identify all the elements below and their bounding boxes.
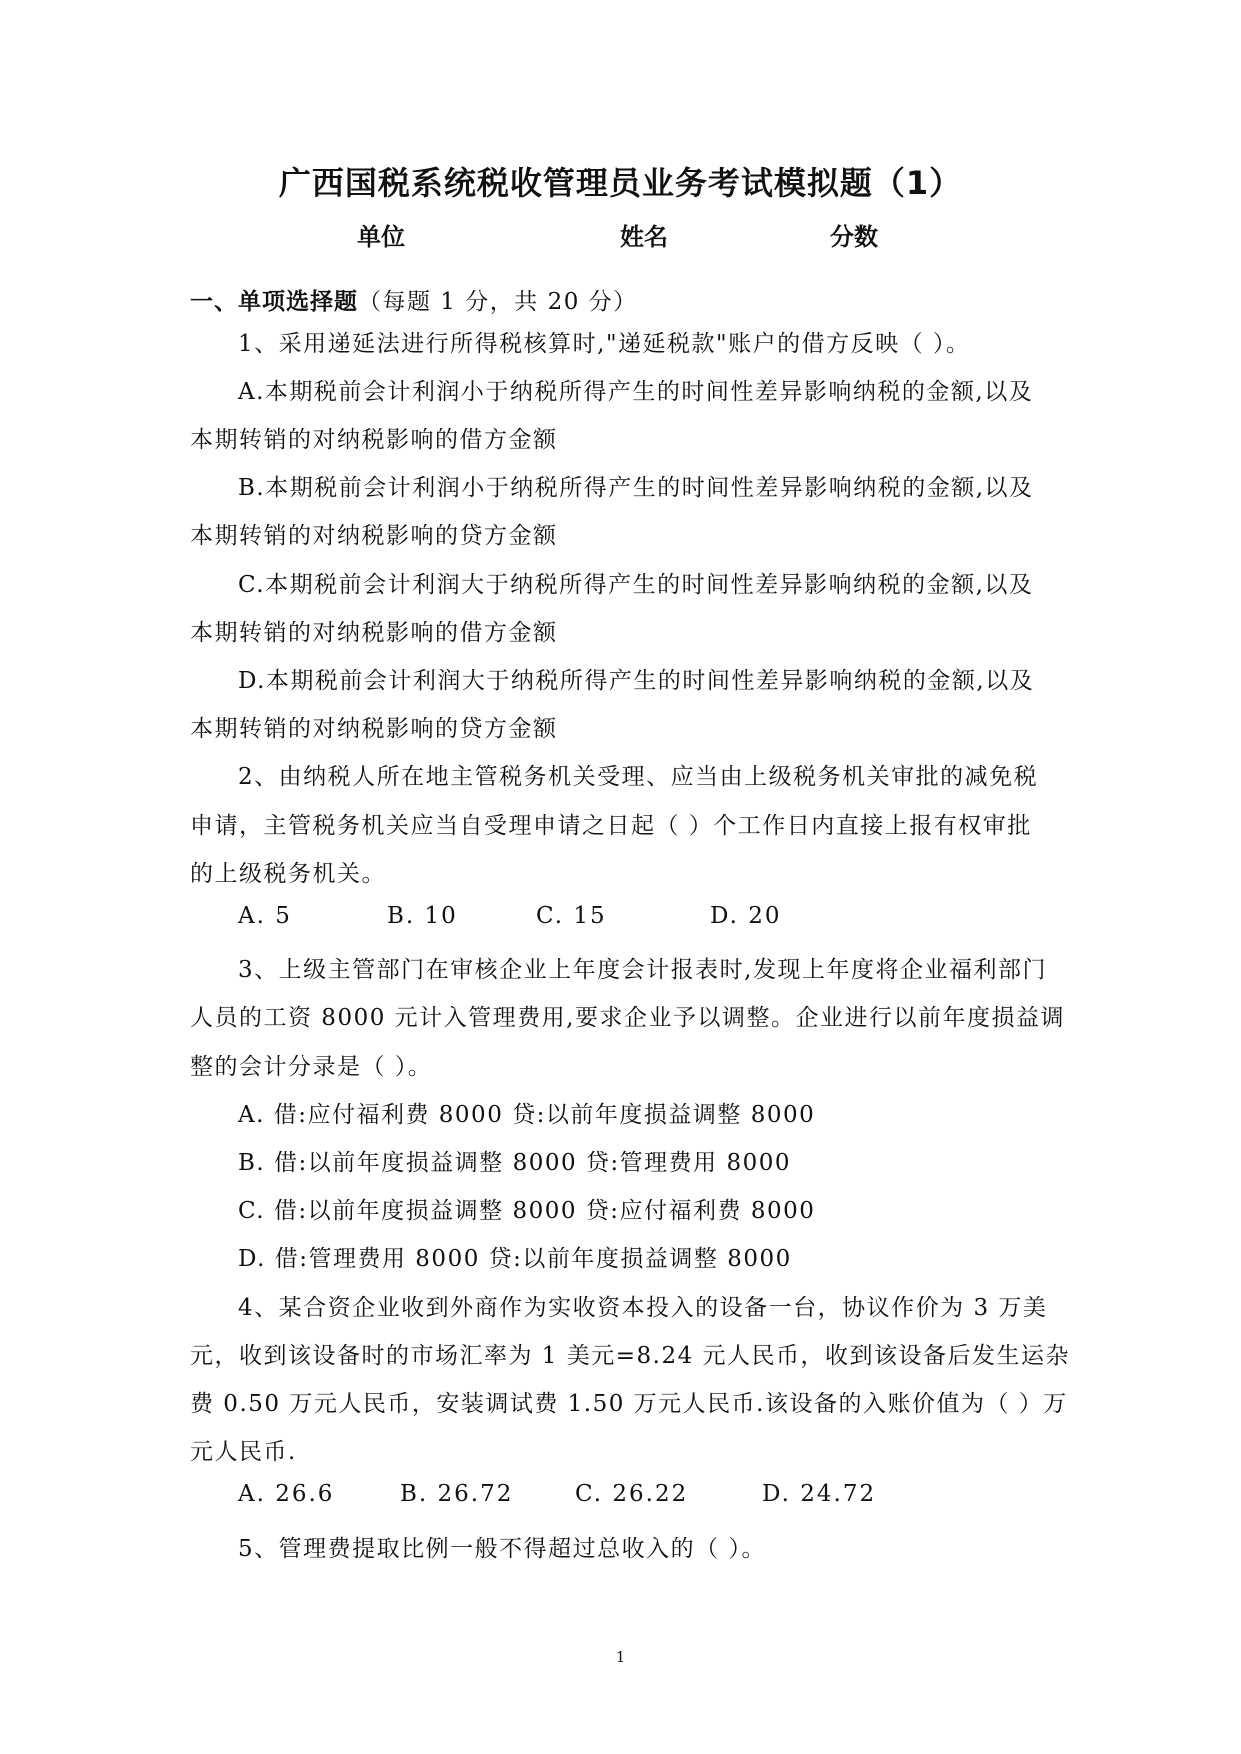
question-1-stem: 1、采用递延法进行所得税核算时,"递延税款"账户的借方反映（ ）。	[238, 331, 971, 357]
section-title: 一、单项选择题	[190, 289, 358, 315]
q2-option-c: C. 15	[536, 903, 607, 929]
question-4-line4: 元人民币.	[190, 1439, 297, 1465]
name-label: 姓名	[620, 223, 668, 251]
question-2-line2: 申请，主管税务机关应当自受理申请之日起（ ）个工作日内直接上报有权审批	[190, 813, 1032, 839]
question-3-line1: 3、上级主管部门在审核企业上年度会计报表时,发现上年度将企业福利部门	[238, 957, 1047, 983]
q3-option-a: A. 借:应付福利费 8000 贷:以前年度损益调整 8000	[238, 1102, 816, 1128]
question-4-line3: 费 0.50 万元人民币，安装调试费 1.50 万元人民币.该设备的入账价值为（ ）万	[190, 1391, 1068, 1417]
q2-option-b: B. 10	[387, 903, 458, 929]
question-2-line1: 2、由纳税人所在地主管税务机关受理、应当由上级税务机关审批的减免税	[238, 764, 1039, 790]
q4-option-d: D. 24.72	[762, 1481, 877, 1507]
q1-option-d-line1: D.本期税前会计利润大于纳税所得产生的时间性差异影响纳税的金额,以及	[238, 668, 1035, 694]
section-heading	[190, 283, 638, 316]
q1-option-c-line1: C.本期税前会计利润大于纳税所得产生的时间性差异影响纳税的金额,以及	[238, 572, 1034, 598]
page-number: 1	[615, 1648, 626, 1666]
question-5-line1: 5、管理费提取比例一般不得超过总收入的（ ）。	[238, 1536, 766, 1562]
q3-option-b: B. 借:以前年度损益调整 8000 贷:管理费用 8000	[238, 1150, 792, 1176]
q4-option-a: A. 26.6	[238, 1481, 335, 1507]
unit-label: 单位	[357, 223, 405, 251]
question-4-line2: 元，收到该设备时的市场汇率为 1 美元=8.24 元人民币，收到该设备后发生运杂	[190, 1343, 1071, 1369]
q1-option-d-line2: 本期转销的对纳税影响的贷方金额	[190, 716, 558, 742]
q4-option-b: B. 26.72	[400, 1481, 514, 1507]
q3-option-d: D. 借:管理费用 8000 贷:以前年度损益调整 8000	[238, 1246, 792, 1272]
question-4-line1: 4、某合资企业收到外商作为实收资本投入的设备一台，协议作价为 3 万美	[238, 1295, 1048, 1321]
q3-option-c: C. 借:以前年度损益调整 8000 贷:应付福利费 8000	[238, 1198, 816, 1224]
q1-option-a-line1: A.本期税前会计利润小于纳税所得产生的时间性差异影响纳税的金额,以及	[238, 379, 1034, 405]
q2-option-d: D. 20	[710, 903, 782, 929]
q1-option-b-line1: B.本期税前会计利润小于纳税所得产生的时间性差异影响纳税的金额,以及	[238, 475, 1034, 501]
q4-option-c: C. 26.22	[575, 1481, 689, 1507]
score-label: 分数	[830, 223, 878, 251]
section-note: （每题 1 分，共 20 分）	[358, 289, 638, 315]
question-2-line3: 的上级税务机关。	[190, 861, 386, 887]
question-3-line2: 人员的工资 8000 元计入管理费用,要求企业予以调整。企业进行以前年度损益调	[190, 1005, 1065, 1031]
q1-option-c-line2: 本期转销的对纳税影响的借方金额	[190, 620, 558, 646]
q1-option-a-line2: 本期转销的对纳税影响的借方金额	[190, 427, 558, 453]
q1-option-b-line2: 本期转销的对纳税影响的贷方金额	[190, 523, 558, 549]
question-3-line3: 整的会计分录是（ ）。	[190, 1054, 433, 1080]
q2-option-a: A. 5	[238, 903, 292, 929]
page-title: 广西国税系统税收管理员业务考试模拟题（1）	[278, 164, 963, 202]
